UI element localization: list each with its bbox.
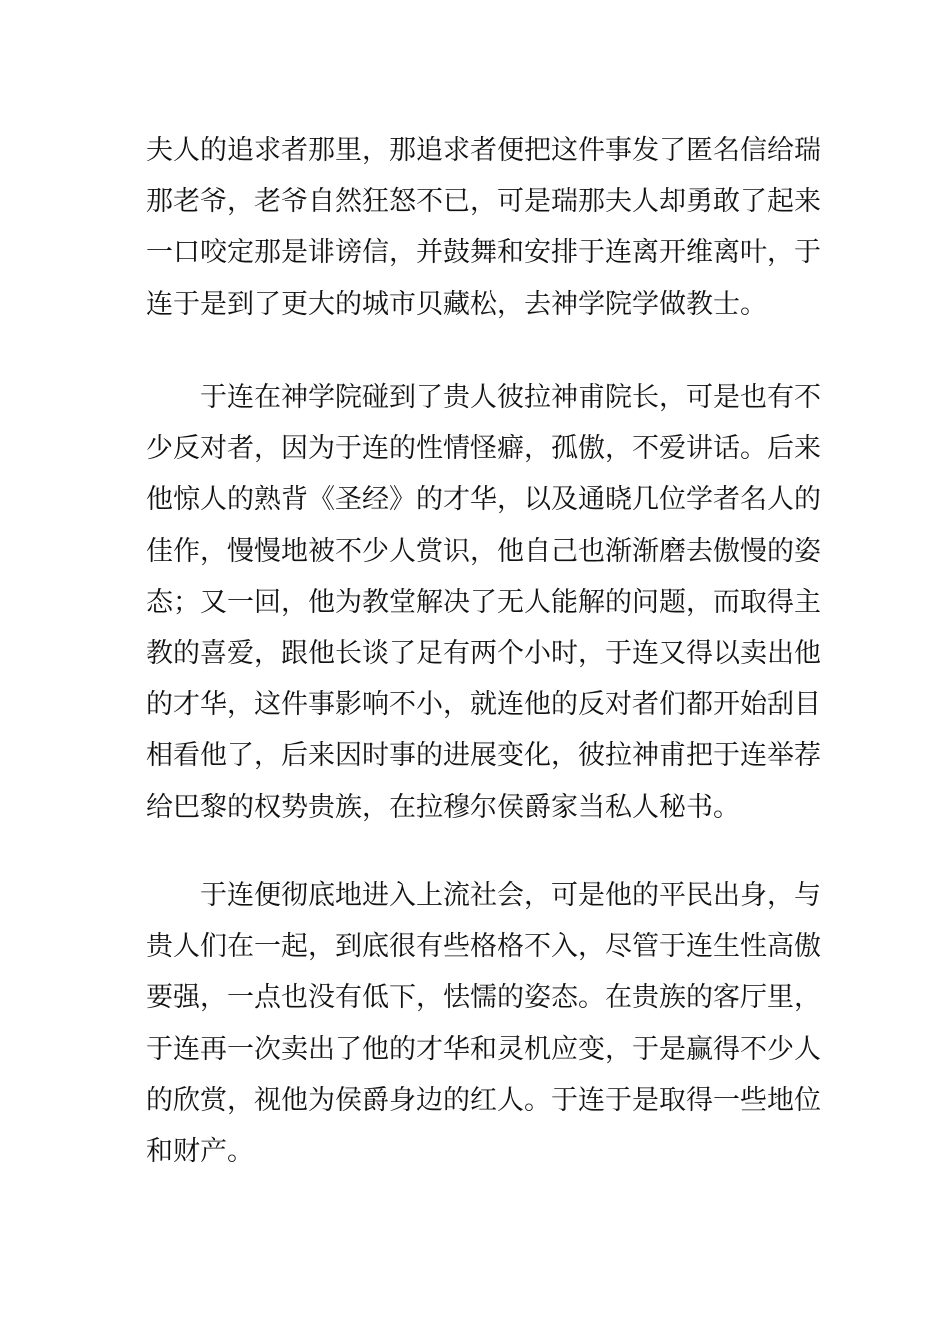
text-line: 的欣赏，视他为侯爵身边的红人。于连于是取得一些地位 [146, 1084, 821, 1116]
text-line: 于连便彻底地进入上流社会，可是他的平民出身，与 [146, 880, 821, 911]
text-line: 他惊人的熟背《圣经》的才华，以及通晓几位学者名人的 [146, 484, 821, 516]
text-line: 给巴黎的权势贵族，在拉穆尔侯爵家当私人秘书。 [146, 791, 740, 823]
text-line: 那老爷，老爷自然狂怒不已，可是瑞那夫人却勇敢了起来 [146, 186, 821, 218]
text-line: 态；又一回，他为教堂解决了无人能解的问题，而取得主 [146, 586, 821, 618]
text-line: 佳作，慢慢地被不少人赏识，他自己也渐渐磨去傲慢的姿 [146, 535, 821, 567]
text-line: 夫人的追求者那里，那追求者便把这件事发了匿名信给瑞 [146, 135, 821, 166]
text-line: 教的喜爱，跟他长谈了足有两个小时，于连又得以卖出他 [146, 637, 821, 669]
text-line: 贵人们在一起，到底很有些格格不入，尽管于连生性高傲 [146, 931, 821, 963]
paragraph-3 [146, 870, 826, 1177]
text-line: 的才华，这件事影响不小，就连他的反对者们都开始刮目 [146, 689, 821, 721]
text-line: 和财产。 [146, 1135, 254, 1167]
text-line: 一口咬定那是诽谤信，并鼓舞和安排于连离开维离叶，于 [146, 237, 821, 269]
paragraph-1 [146, 125, 826, 330]
text-line: 少反对者，因为于连的性情怪癖，孤傲，不爱讲话。后来 [146, 433, 821, 465]
text-line: 相看他了，后来因时事的进展变化，彼拉神甫把于连举荐 [146, 740, 821, 772]
paragraph-2 [146, 372, 826, 833]
text-line: 于连再一次卖出了他的才华和灵机应变，于是赢得不少人 [146, 1033, 821, 1065]
text-line: 要强，一点也没有低下，怯懦的姿态。在贵族的客厅里， [146, 982, 821, 1014]
text-line: 于连在神学院碰到了贵人彼拉神甫院长，可是也有不 [146, 382, 821, 413]
text-line: 连于是到了更大的城市贝藏松，去神学院学做教士。 [146, 288, 767, 320]
